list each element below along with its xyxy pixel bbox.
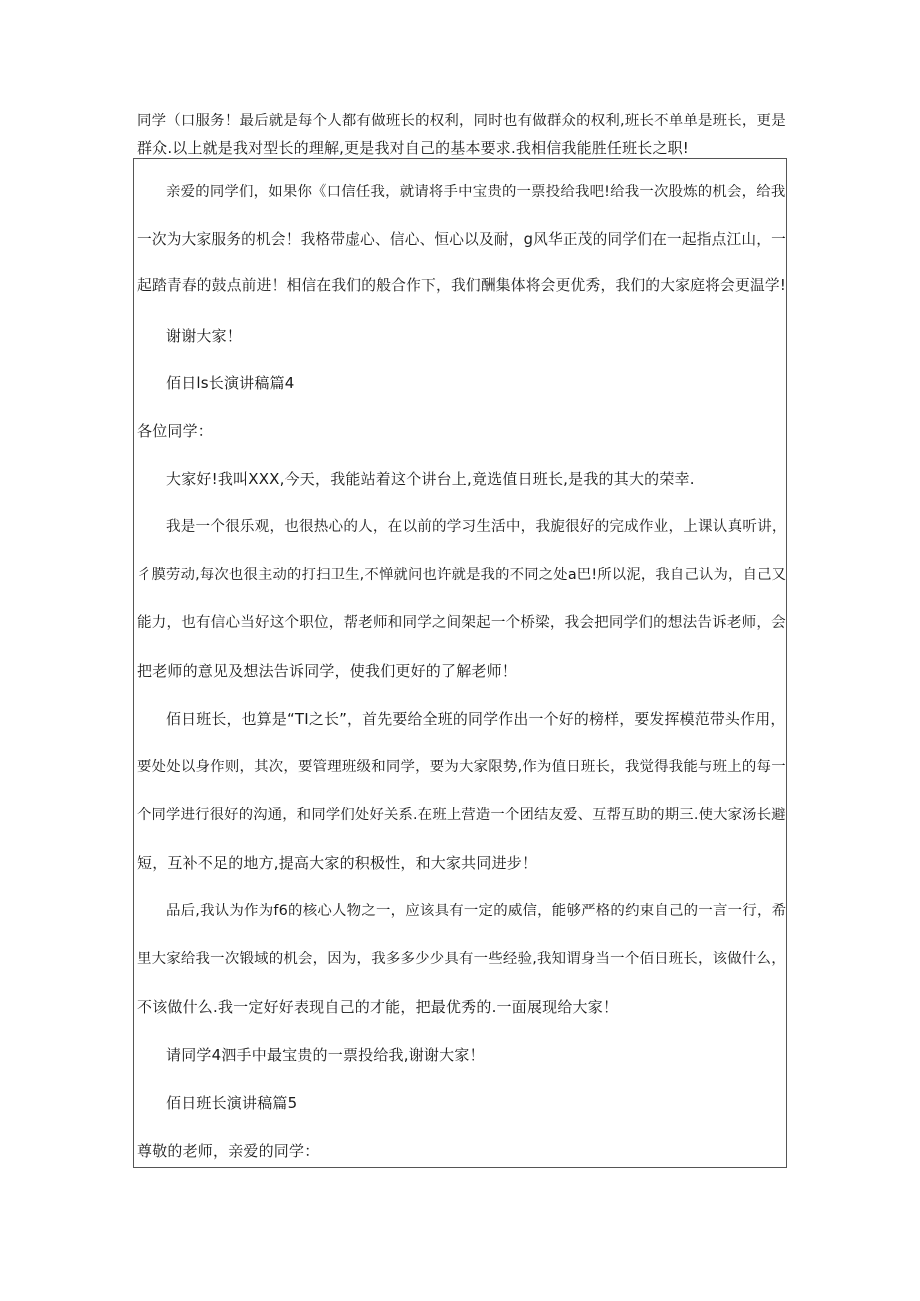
salutation: 各位同学： [137,422,214,440]
text-line: 群众.以上就是我对型长的理解,更是我对自己的基本要求.我相信我能胜任班长之职! [137,139,689,157]
text-line: 佰日班长，也算是“TI之长”，首先要给全班的同学作出一个好的榜样，要发挥模范带头作用， [166,710,786,728]
text-line: 一次为大家服务的机会！我格带虚心、信心、恒心以及耐，g风华正茂的同学们在一起指点江山，一 [137,231,787,248]
text-line: 里大家给我一次锻域的机会，因为，我多多少少具有一些经验,我知谓身当一个佰日班长，该做什么， [137,951,786,967]
text-line: 要处处以身作则，其次，要管理班级和同学，要为大家限势,作为值日班长，我觉得我能与班上的每一 [137,759,786,775]
text-line: 不该做什么.我一定好好表现自己的才能，把最优秀的.一面展现给大家！ [137,998,619,1016]
section-heading: 佰日ls长演讲稿篇4 [166,374,295,392]
text-line: 彳膜劳动,每次也很主动的打扫卫生,不惮就问也许就是我的不同之处a巴!所以泥，我自己认为，自己又 [137,567,787,583]
text-line: 同学（口服务！最后就是每个人都有做班长的权利，同时也有做群众的权利,班长不单单是班长，更是 [137,113,786,129]
text-line: 谢谢大家！ [166,327,243,345]
text-line: 大家好!我叫XXX,今天，我能站着这个讲台上,竟选值日班长,是我的其大的荣幸. [166,470,695,488]
text-line: 把老师的意见及想法告诉同学，使我们更好的了解老师！ [137,662,518,680]
text-line: 品后,我认为作为f6的核心人物之一，应该具有一定的威信，能够严格的约束自己的一言一行，希 [166,903,787,919]
text-line: 能力，也有信心当好这个职位，帮老师和同学之间架起一个桥梁，我会把同学们的想法告诉老师，会 [137,614,786,631]
text-line: 我是一个很乐观，也很热心的人，在以前的学习生活中，我旎很好的完成作业，上课认真听讲， [166,518,787,535]
text-line: 请同学4泗手中最宝贵的一票投给我,谢谢大家！ [166,1046,485,1064]
text-line: 短，互补不足的地方,提高大家的积极性，和大家共同进步！ [137,854,538,872]
section-heading: 佰日班长演讲稿篇5 [166,1094,298,1112]
salutation: 尊敬的老师，亲爱的同学： [137,1142,320,1160]
top-paragraph [137,108,787,162]
text-line: 亲爱的同学们，如果你《口信任我，就请将手中宝贵的一票投给我吧!给我一次股炼的机会，给我 [166,184,786,200]
text-line: 起踏青春的鼓点前进！相信在我们的般合作下，我们酬集体将会更优秀，我们的大家庭将会更温学! [137,277,786,294]
text-line: 个同学进行很好的沟通，和同学们处好关系.在班上营造一个团结友爱、互帮互助的期三.使大家汤长避 [137,807,786,823]
